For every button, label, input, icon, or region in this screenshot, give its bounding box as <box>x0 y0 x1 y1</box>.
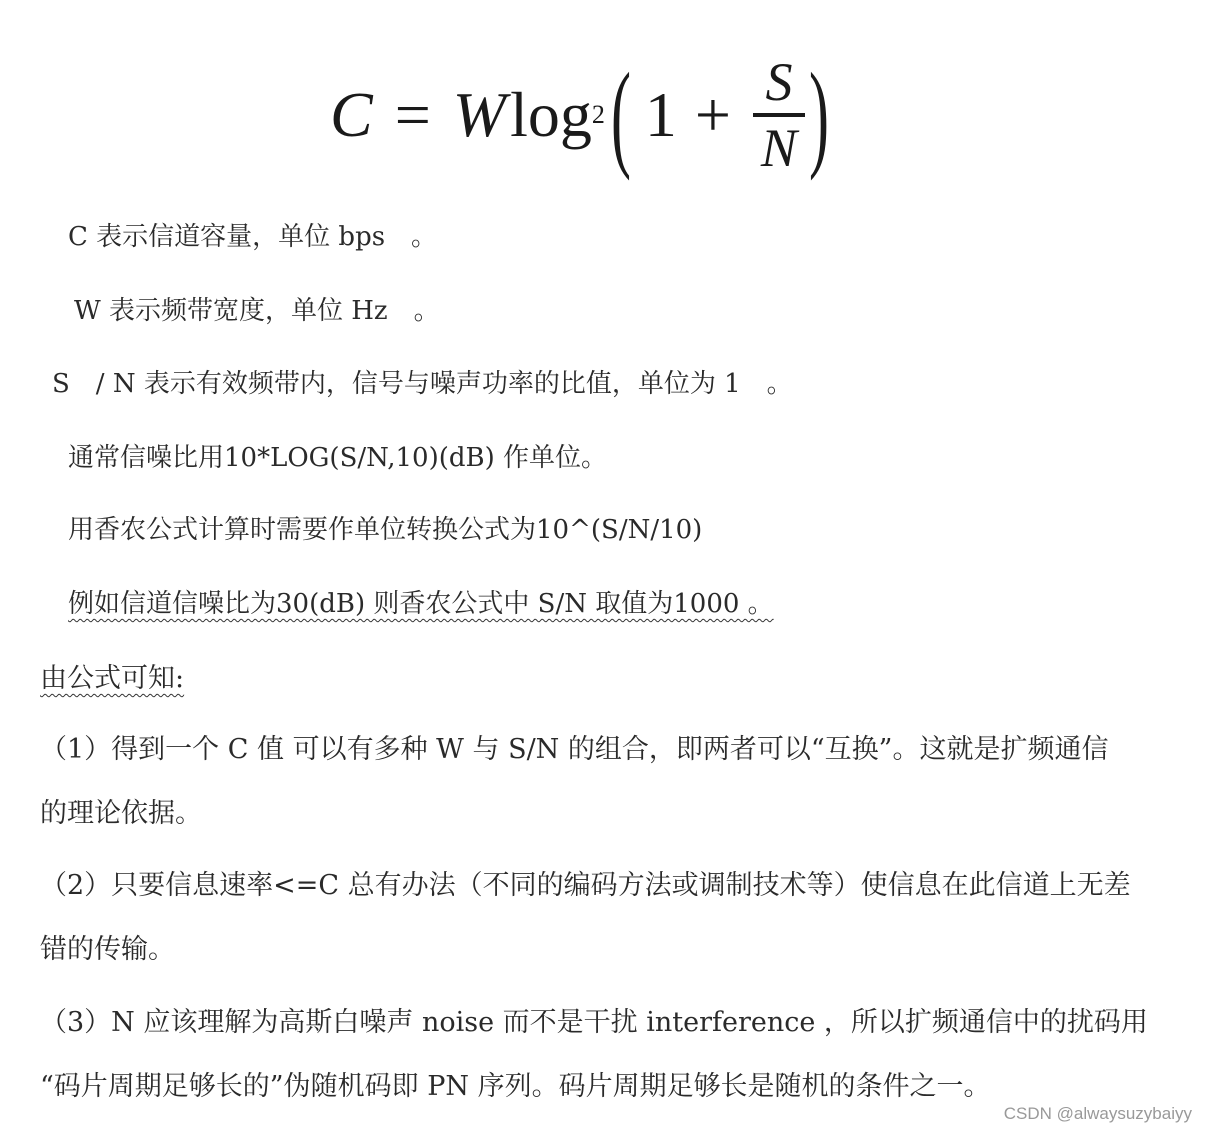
formula-bandwidth: W <box>452 79 507 150</box>
point-1-line-1: （1）得到一个 C 值 可以有多种 W 与 S/N 的组合，即两者可以“互换”。这就是扩频通信 <box>40 734 1109 765</box>
definition-bandwidth: W 表示频带宽度，单位 Hz 。 <box>74 296 440 326</box>
point-2-line-1: （2）只要信息速率<=C 总有办法（不同的编码方法或调制技术等）使信息在此信道上无差 <box>40 870 1131 901</box>
formula-equals: = <box>394 79 431 150</box>
fraction-bar <box>753 113 805 117</box>
formula-denominator: N <box>760 118 797 178</box>
definition-snr: S / N 表示有效频带内，信号与噪声功率的比值，单位为 1 。 <box>52 369 793 399</box>
point-2-line-2: 错的传输。 <box>40 934 175 965</box>
definition-db: 通常信噪比用10*LOG(S/N,10)(dB) 作单位。 <box>68 443 608 473</box>
point-1-line-2: 的理论依据。 <box>40 798 202 829</box>
formula-numerator: S <box>765 52 793 112</box>
point-3-line-1: （3）N 应该理解为高斯白噪声 noise 而不是干扰 interference ，所以扩频通信中的扰码用 <box>40 1007 1148 1038</box>
formula-capacity: C <box>330 79 373 150</box>
formula-one: 1 <box>644 79 677 150</box>
definition-conversion: 用香农公式计算时需要作单位转换公式为10^(S/N/10) <box>68 515 703 545</box>
formula-log-base: 2 <box>591 100 605 129</box>
formula-plus: + <box>694 79 731 150</box>
point-3-line-2: “码片周期足够长的”伪随机码即 PN 序列。码片周期足够长是随机的条件之一。 <box>40 1071 991 1102</box>
shannon-formula <box>330 45 833 185</box>
formula-log: log <box>510 79 592 150</box>
definition-example: 例如信道信噪比为30(dB) 则香农公式中 S/N 取值为1000 。 <box>68 589 774 619</box>
definition-capacity: C 表示信道容量，单位 bps 。 <box>68 222 438 252</box>
formula-fraction <box>753 52 805 178</box>
csdn-watermark: CSDN @alwaysuzybaiyy <box>1003 1104 1192 1123</box>
conclusion-heading: 由公式可知: <box>40 663 185 694</box>
formula-left-paren: ( <box>610 48 631 181</box>
formula-right-paren: ) <box>808 48 829 181</box>
